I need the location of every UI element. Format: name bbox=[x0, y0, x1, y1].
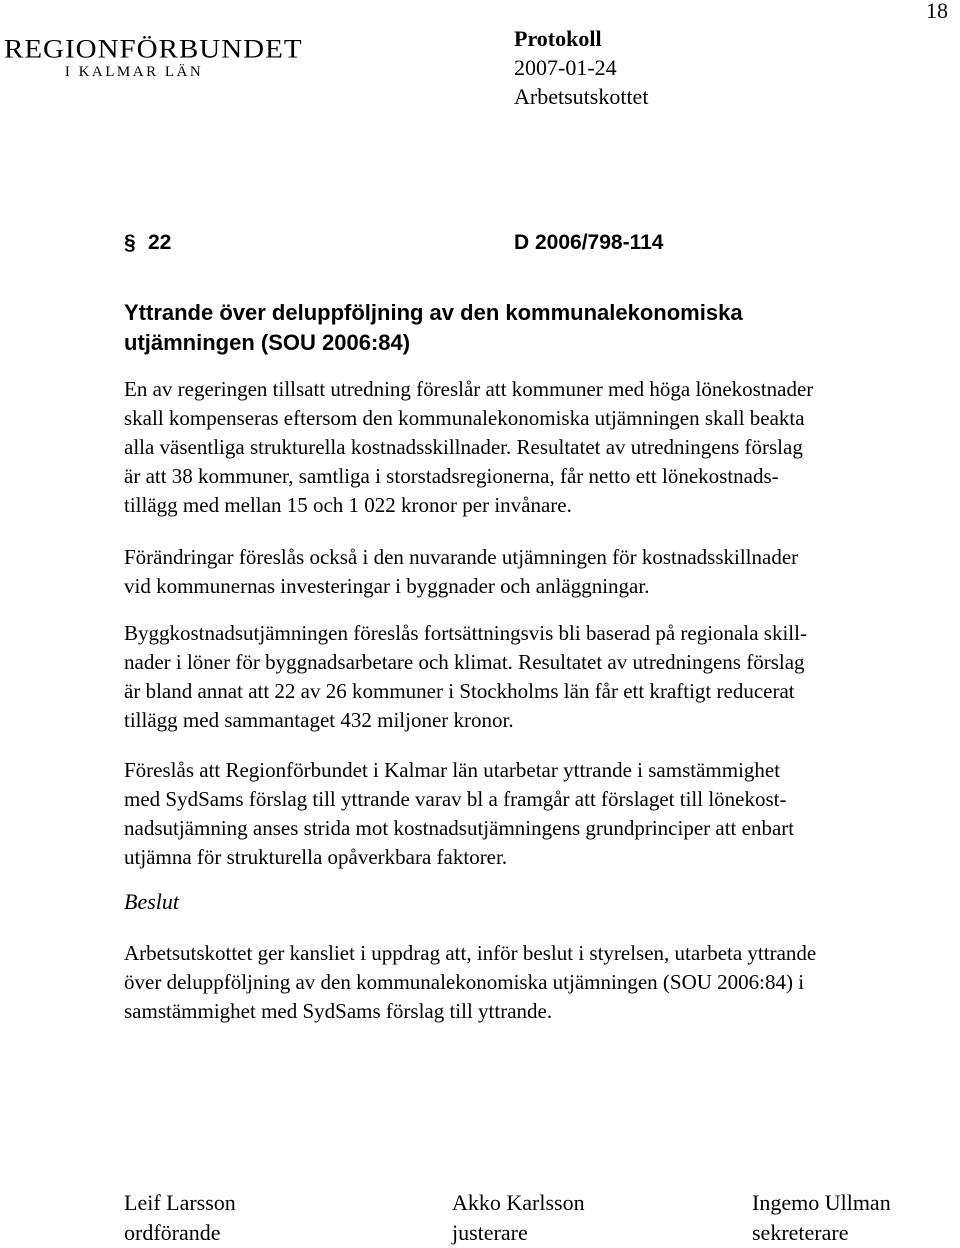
signature-secretary bbox=[752, 1188, 891, 1248]
text-line: alla väsentliga strukturella kostnadsskillnader. Resultatet av utredningens förslag bbox=[124, 435, 803, 459]
signatory-name: Akko Karlsson bbox=[452, 1190, 585, 1215]
text-line: med SydSams förslag till yttrande varav bl a framgår att förslaget till lönekost- bbox=[124, 787, 787, 811]
title-line: Yttrande över deluppföljning av den kommunalekonomiska bbox=[124, 300, 743, 325]
paragraph-investment-changes bbox=[124, 543, 798, 601]
text-line: Arbetsutskottet ger kansliet i uppdrag att, inför beslut i styrelsen, utarbeta yttrande bbox=[124, 941, 817, 965]
text-line: Föreslås att Regionförbundet i Kalmar län utarbetar yttrande i samstämmighet bbox=[124, 758, 781, 782]
text-line: är att 38 kommuner, samtliga i storstadsregionerna, får netto ett lönekostnads- bbox=[124, 464, 779, 488]
section-sign: § bbox=[124, 231, 136, 254]
paragraph-proposal bbox=[124, 756, 794, 872]
decision-heading: Beslut bbox=[124, 889, 179, 914]
text-line: nadsutjämning anses strida mot kostnadsutjämningens grundprinciper att enbart bbox=[124, 816, 795, 840]
section-number: 22 bbox=[148, 231, 172, 254]
paragraph-background bbox=[124, 375, 813, 520]
text-line: nader i löner för byggnadsarbetare och klimat. Resultatet av utredningens förslag bbox=[124, 650, 805, 674]
text-line: utjämna för strukturella opåverkbara faktorer. bbox=[124, 845, 508, 869]
text-line: över deluppföljning av den kommunalekonomiska utjämningen (SOU 2006:84) i bbox=[124, 970, 805, 994]
diary-number: D 2006/798-114 bbox=[514, 231, 664, 254]
logo-subtitle: I KALMAR LÄN bbox=[64, 64, 204, 80]
text-line: Byggkostnadsutjämningen föreslås fortsättningsvis bli baserad på regionala skill- bbox=[124, 621, 807, 645]
text-line: tillägg med sammantaget 432 miljoner kronor. bbox=[124, 708, 514, 732]
page-number: 18 bbox=[926, 0, 948, 23]
paragraph-building-costs bbox=[124, 619, 807, 735]
committee-name: Arbetsutskottet bbox=[514, 84, 649, 109]
document-header bbox=[514, 24, 648, 111]
signatory-name: Leif Larsson bbox=[124, 1190, 236, 1215]
signatory-name: Ingemo Ullman bbox=[752, 1190, 891, 1215]
signature-adjuster bbox=[452, 1188, 585, 1248]
text-line: vid kommunernas investeringar i byggnader och anläggningar. bbox=[124, 574, 650, 598]
logo-wordmark: REGIONFÖRBUNDET bbox=[4, 35, 303, 64]
paragraph-decision bbox=[124, 939, 816, 1026]
meeting-date: 2007-01-24 bbox=[514, 55, 617, 80]
document-title bbox=[124, 298, 884, 358]
text-line: skall kompenseras eftersom den kommunalekonomiska utjämningen skall beakta bbox=[124, 406, 805, 430]
regionforbundet-logo bbox=[4, 35, 303, 80]
text-line: samstämmighet med SydSams förslag till yttrande. bbox=[124, 999, 553, 1023]
text-line: tillägg med mellan 15 och 1 022 kronor per invånare. bbox=[124, 493, 572, 517]
signature-chair bbox=[124, 1188, 236, 1248]
signatory-role: ordförande bbox=[124, 1220, 221, 1245]
title-line: utjämningen (SOU 2006:84) bbox=[124, 330, 411, 355]
text-line: En av regeringen tillsatt utredning föreslår att kommuner med höga lönekostnader bbox=[124, 377, 814, 401]
text-line: är bland annat att 22 av 26 kommuner i Stockholms län får ett kraftigt reducerat bbox=[124, 679, 795, 703]
text-line: Förändringar föreslås också i den nuvarande utjämningen för kostnadsskillnader bbox=[124, 545, 799, 569]
signatory-role: sekreterare bbox=[752, 1220, 849, 1245]
signatory-role: justerare bbox=[452, 1220, 528, 1245]
document-type: Protokoll bbox=[514, 26, 602, 51]
